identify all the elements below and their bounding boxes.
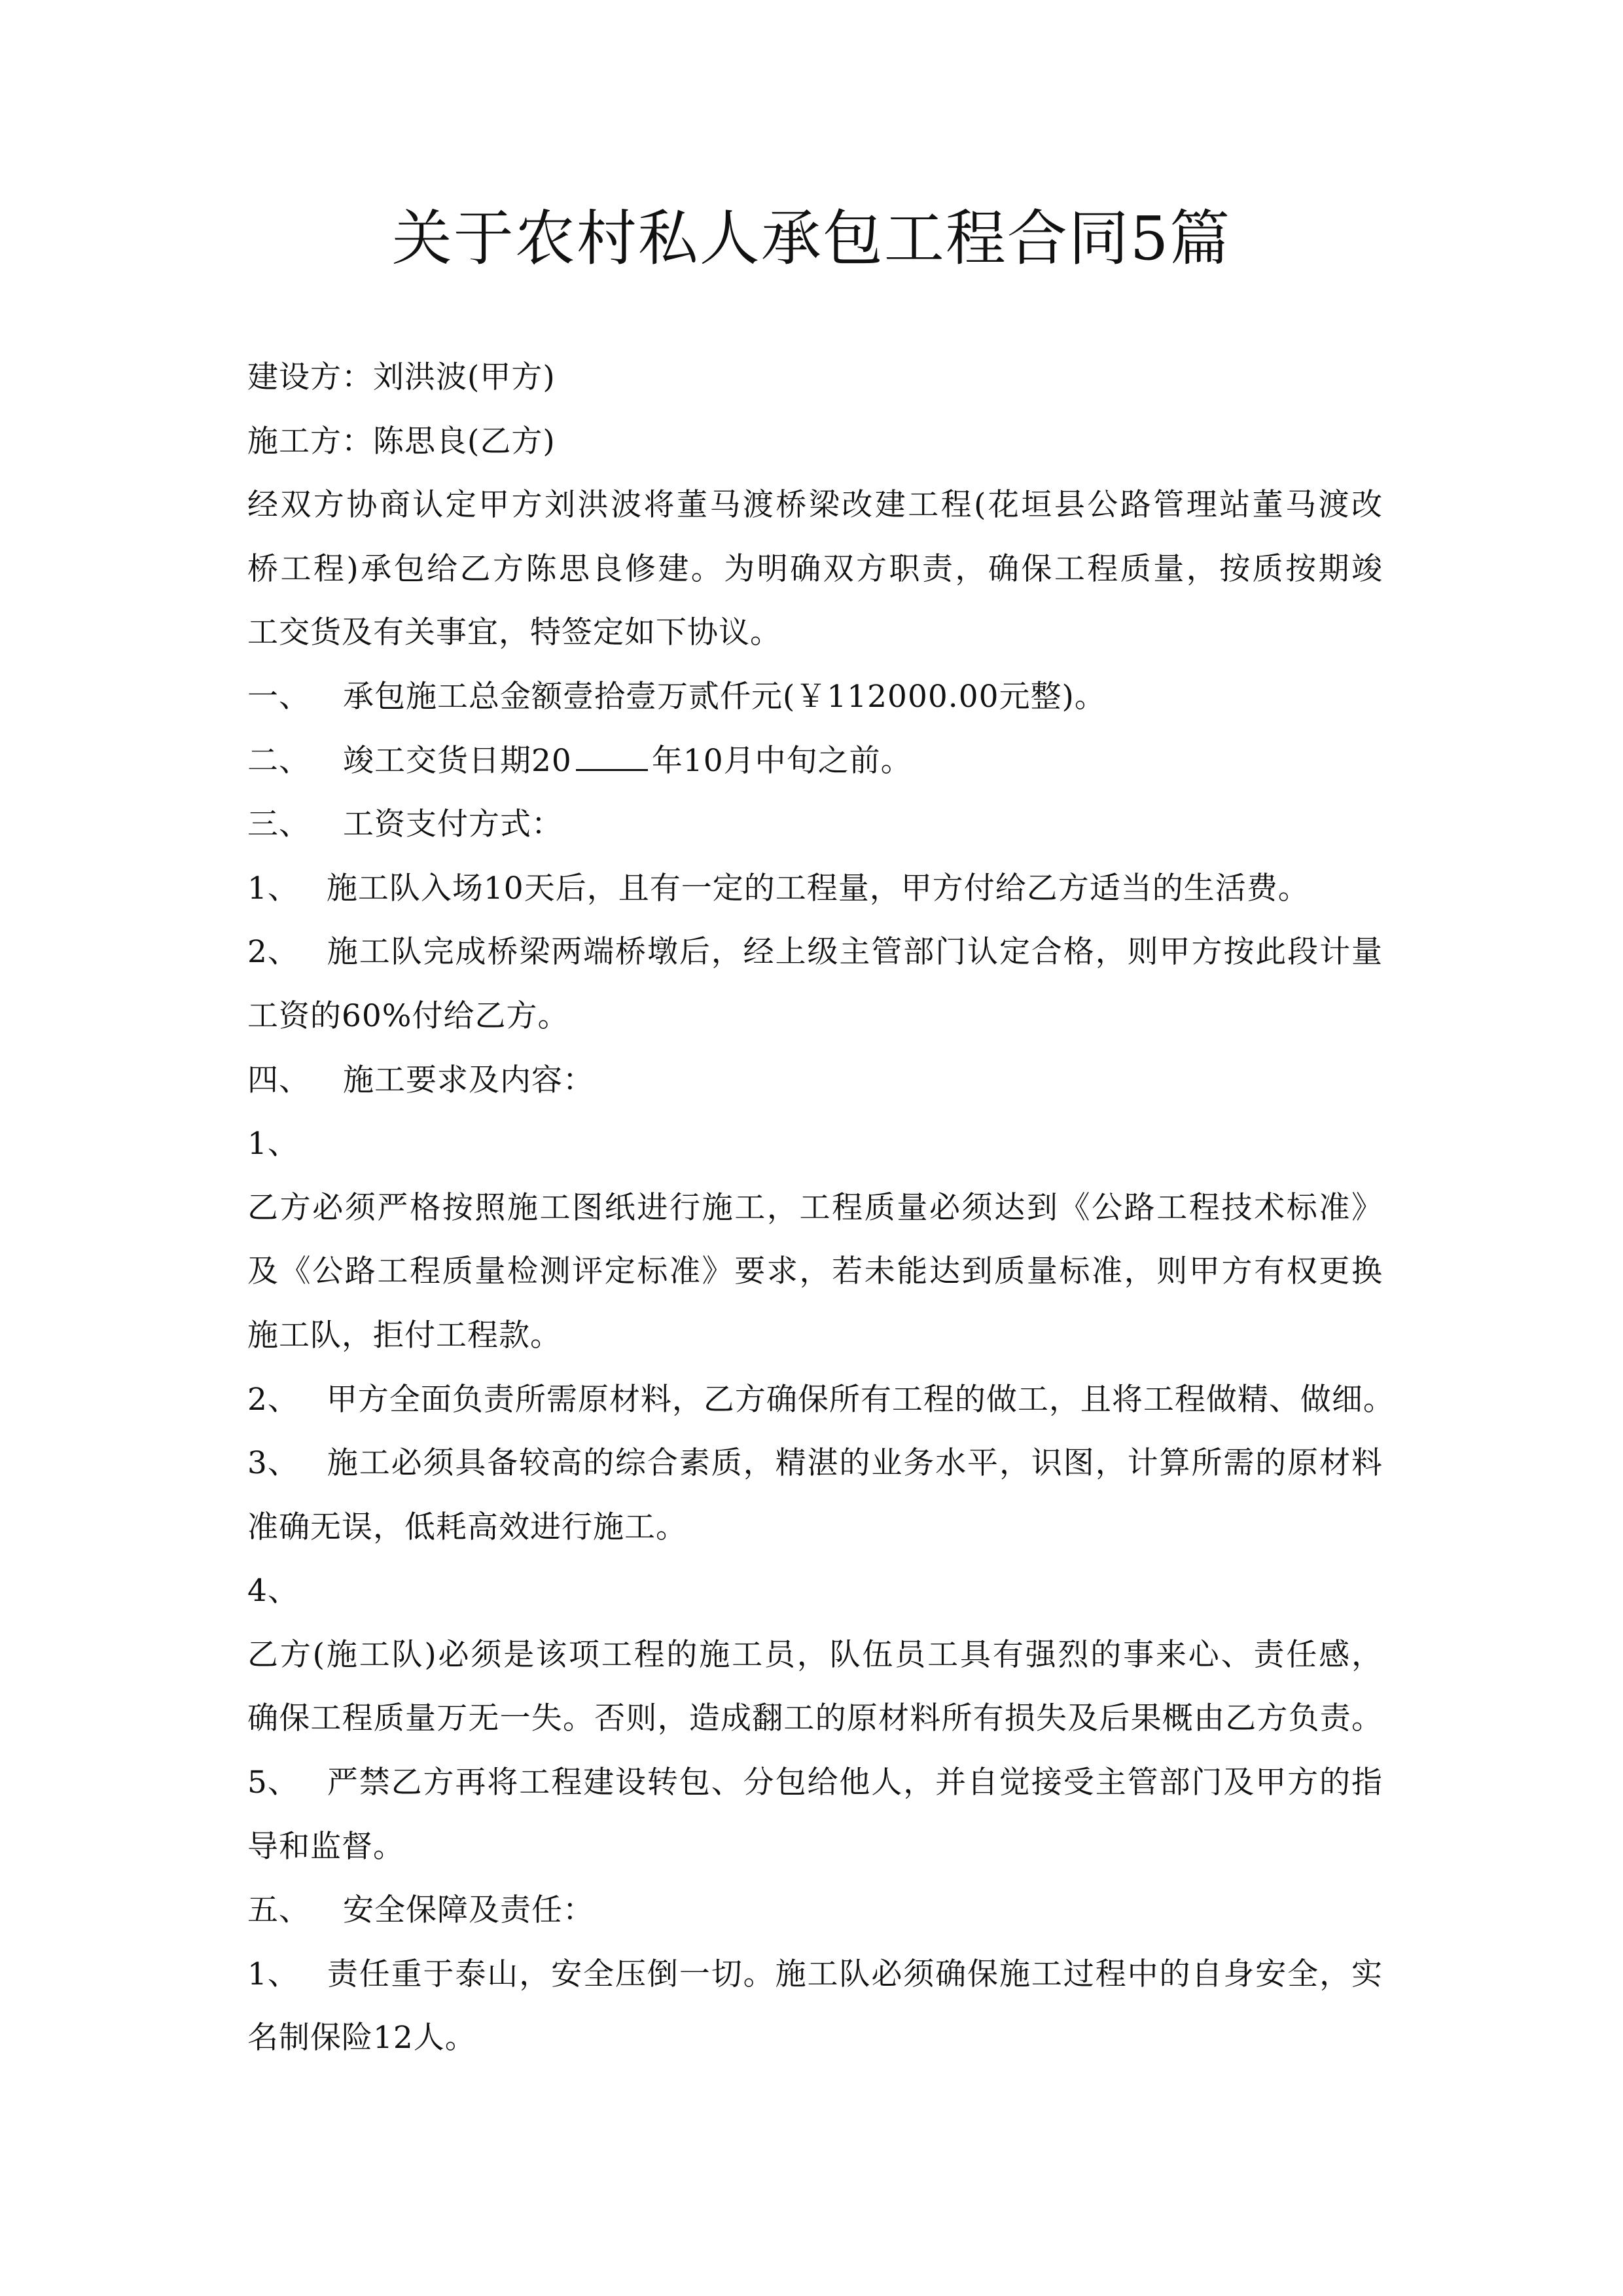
section-4-item-4-line-1: 乙方(施工队)必须是该项工程的施工员，队伍员工具有强烈的事来心、责任感， [247, 1636, 1383, 1673]
intro-line-2: 桥工程)承包给乙方陈思良修建。为明确双方职责，确保工程质量，按质按期竣 [247, 550, 1383, 587]
builder-line: 建设方：刘洪波(甲方) [247, 359, 556, 395]
section-5-item-1-text-1: 责任重于泰山，安全压倒一切。施工队必须确保施工过程中的自身安全，实 [326, 1956, 1383, 1992]
section-1-number: 一、 [247, 678, 310, 715]
section-4-item-2 [247, 1368, 1395, 1432]
section-4-item-4-number: 4、 [247, 1573, 299, 1609]
document-title: 关于农村私人承包工程合同5篇 [391, 204, 1232, 274]
section-2 [247, 729, 1383, 793]
intro-line-3: 工交货及有关事宜，特签定如下协议。 [247, 615, 781, 651]
section-4-item-1-line-3: 施工队，拒付工程款。 [247, 1317, 562, 1354]
section-4-heading [247, 1049, 1383, 1113]
section-3-item-1 [247, 857, 1383, 921]
document-body [247, 346, 1395, 2070]
section-3-number: 三、 [247, 806, 310, 843]
section-4-item-5-text-1: 严禁乙方再将工程建设转包、分包给他人，并自觉接受主管部门及甲方的指 [326, 1765, 1383, 1801]
year-blank [576, 744, 648, 771]
section-4-item-5-line-2: 导和监督。 [247, 1828, 404, 1865]
section-4-item-1-number: 1、 [247, 1126, 299, 1162]
contractor-line: 施工方：陈思良(乙方) [247, 423, 556, 459]
section-3-item-1-number: 1、 [247, 870, 299, 906]
section-4-heading-text: 施工要求及内容： [343, 1062, 594, 1098]
section-5-item-1-line-1 [247, 1943, 1383, 2007]
section-3-item-1-text: 施工队入场10天后，且有一定的工程量，甲方付给乙方适当的生活费。 [326, 870, 1310, 906]
section-3-item-2-number: 2、 [247, 934, 299, 971]
section-2-text-after: 年10月中旬之前。 [651, 742, 912, 779]
section-4-item-3-text-1: 施工必须具备较高的综合素质，精湛的业务水平，识图，计算所需的原材料 [326, 1445, 1383, 1482]
section-4-number: 四、 [247, 1062, 310, 1098]
section-4-item-1-line-2: 及《公路工程质量检测评定标准》要求，若未能达到质量标准，则甲方有权更换 [247, 1253, 1383, 1290]
section-4-item-5-number: 5、 [247, 1765, 299, 1801]
section-5-heading-text: 安全保障及责任： [343, 1892, 594, 1929]
section-4-item-2-text: 甲方全面负责所需原材料，乙方确保所有工程的做工，且将工程做精、做细。 [326, 1381, 1395, 1418]
section-2-text-before: 竣工交货日期20 [343, 742, 572, 779]
section-3-heading-text: 工资支付方式： [343, 806, 563, 843]
section-3-item-2-text-1: 施工队完成桥梁两端桥墩后，经上级主管部门认定合格，则甲方按此段计量 [326, 934, 1383, 971]
section-1-text: 承包施工总金额壹拾壹万贰仟元(￥112000.00元整)。 [343, 678, 1106, 715]
section-4-item-4-line-2: 确保工程质量万无一失。否则，造成翻工的原材料所有损失及后果概由乙方负责。 [247, 1700, 1383, 1737]
section-3-item-2-line-1 [247, 920, 1383, 984]
section-4-item-3-number: 3、 [247, 1445, 299, 1482]
section-4-item-3-line-1 [247, 1431, 1383, 1496]
intro-line-1: 经双方协商认定甲方刘洪波将董马渡桥梁改建工程(花垣县公路管理站董马渡改 [247, 487, 1383, 524]
section-3-heading [247, 793, 1383, 857]
section-5-item-1-line-2: 名制保险12人。 [247, 2020, 476, 2056]
section-4-item-3-line-2: 准确无误，低耗高效进行施工。 [247, 1509, 687, 1545]
section-5-heading [247, 1878, 1383, 1943]
section-2-number: 二、 [247, 742, 310, 779]
section-4-item-2-number: 2、 [247, 1381, 299, 1418]
section-1 [247, 665, 1383, 729]
section-4-item-1-line-1: 乙方必须严格按照施工图纸进行施工，工程质量必须达到《公路工程技术标准》 [247, 1189, 1383, 1226]
section-3-item-2-line-2: 工资的60%付给乙方。 [247, 997, 569, 1034]
section-5-item-1-number: 1、 [247, 1956, 299, 1992]
section-5-number: 五、 [247, 1892, 310, 1929]
section-4-item-5-line-1 [247, 1751, 1383, 1815]
